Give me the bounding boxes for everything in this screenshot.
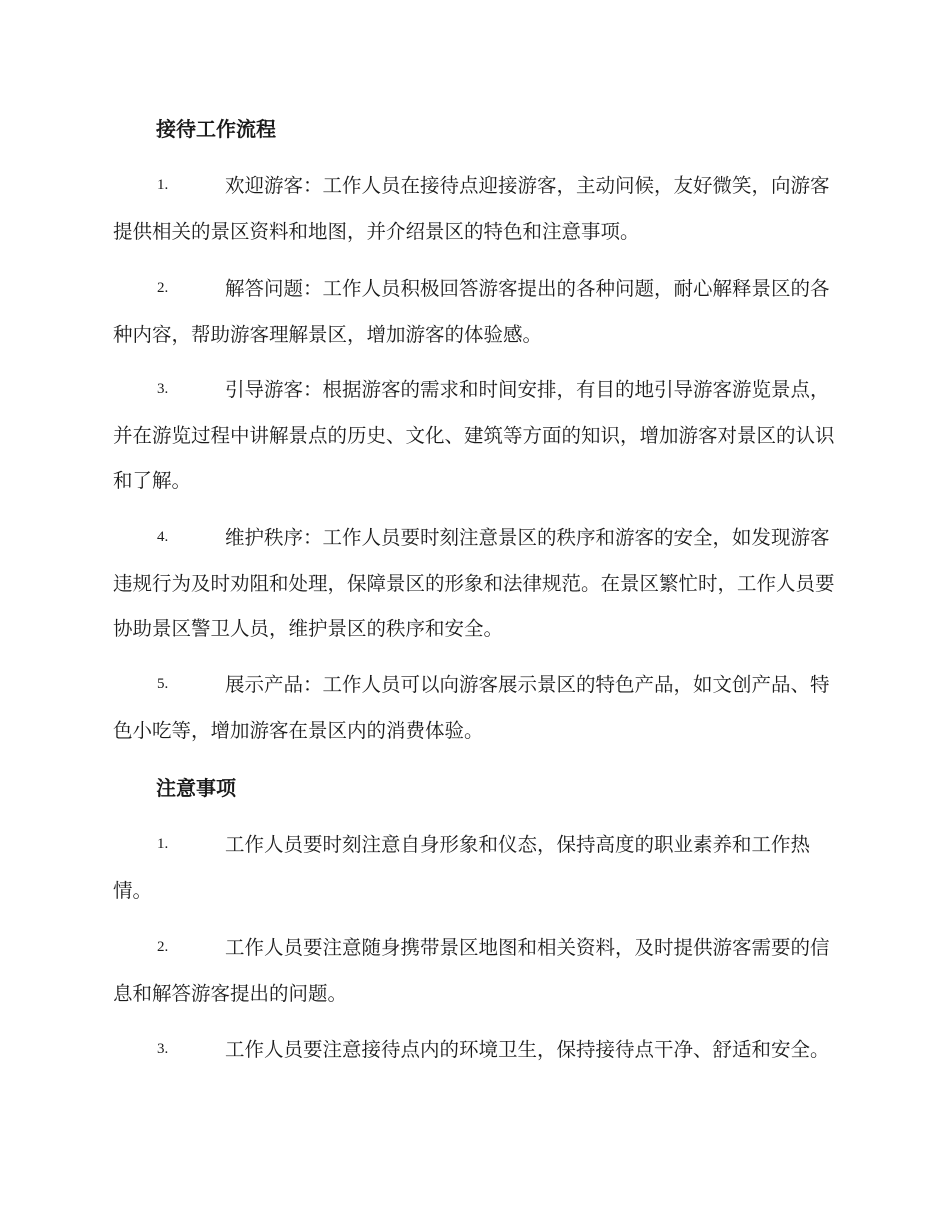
list-item — [113, 515, 838, 652]
section-heading-notes: 注意事项 — [156, 776, 236, 800]
list-item-number: 1. — [157, 836, 169, 852]
list-item — [113, 1027, 838, 1073]
list-item — [113, 925, 838, 1016]
list-item-text: 工作人员要注意接待点内的环境卫生，保持接待点干净、舒适和安全。 — [225, 1038, 830, 1061]
section-heading-reception-process: 接待工作流程 — [156, 117, 276, 141]
list-item-number: 1. — [157, 177, 169, 193]
list-item-text: 工作人员要时刻注意自身形象和仪态，保持高度的职业素养和工作热情。 — [113, 833, 811, 902]
list-item — [113, 822, 838, 913]
list-item — [113, 266, 838, 357]
list-item-number: 3. — [157, 1041, 169, 1057]
list-item-number: 4. — [157, 529, 169, 545]
list-item-number: 3. — [157, 381, 169, 397]
list-item — [113, 367, 838, 504]
list-item-number: 2. — [157, 280, 169, 296]
list-item-text: 维护秩序：工作人员要时刻注意景区的秩序和游客的安全，如发现游客违规行为及时劝阻和处理，保障景区的形象和法律规范。在景区繁忙时，工作人员要协助景区警卫人员，维护景区的秩序和安全。 — [113, 526, 835, 640]
list-item — [113, 163, 838, 254]
list-item-text: 工作人员要注意随身携带景区地图和相关资料，及时提供游客需要的信息和解答游客提出的问题。 — [113, 936, 830, 1005]
list-item-text: 引导游客：根据游客的需求和时间安排，有目的地引导游客游览景点，并在游览过程中讲解景点的历史、文化、建筑等方面的知识，增加游客对景区的认识和了解。 — [113, 378, 835, 492]
list-item-number: 2. — [157, 939, 169, 955]
list-item-text: 展示产品：工作人员可以向游客展示景区的特色产品，如文创产品、特色小吃等，增加游客在景区内的消费体验。 — [113, 673, 830, 742]
list-item-number: 5. — [157, 676, 169, 692]
list-item — [113, 662, 838, 753]
list-item-text: 欢迎游客：工作人员在接待点迎接游客，主动问候，友好微笑，向游客提供相关的景区资料和地图，并介绍景区的特色和注意事项。 — [113, 174, 830, 243]
list-item-text: 解答问题：工作人员积极回答游客提出的各种问题，耐心解释景区的各种内容，帮助游客理解景区，增加游客的体验感。 — [113, 277, 830, 346]
